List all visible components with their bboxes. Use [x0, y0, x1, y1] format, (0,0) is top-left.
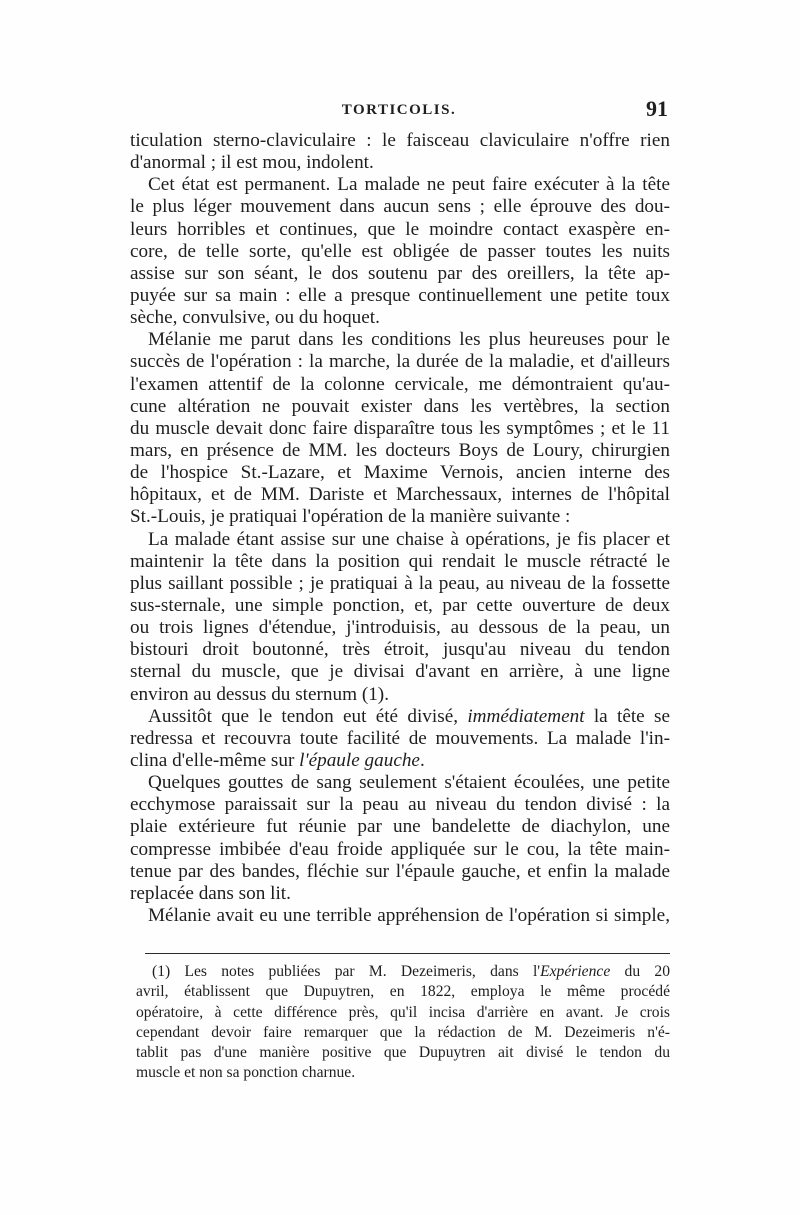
footnote-line: avril, établissent que Dupuytren, en 1822, employa le même procédé: [136, 983, 670, 1001]
footnote: [136, 962, 670, 1084]
text-line: cune altération ne pouvait exister dans les vertèbres, la section: [130, 395, 670, 417]
footnote-line: (1) Les notes publiées par M. Dezeimeris, dans l'Expérience du 20: [152, 963, 670, 980]
text-line: core, de telle sorte, qu'elle est obligée de passer toutes les nuits: [130, 240, 670, 262]
italic-phrase: immédiatement: [467, 705, 585, 727]
text-line: plaie extérieure fut réunie par une bandelette de diachylon, une: [130, 816, 670, 838]
italic-phrase: Expérience: [540, 963, 611, 980]
text-line: succès de l'opération : la marche, la durée de la maladie, et d'ailleurs: [130, 351, 670, 373]
text-line: sternal du muscle, que je divisai d'avant en arrière, à une ligne: [130, 661, 670, 683]
footnote-rule: [145, 953, 670, 954]
text-line: de l'hospice St.-Lazare, et Maxime Vernois, ancien interne des: [130, 462, 670, 484]
text-line: compresse imbibée d'eau froide appliquée sur le cou, la tête main-: [130, 838, 670, 860]
text-line: du muscle devait donc faire disparaître tous les symptômes ; et le 11: [130, 417, 670, 439]
text-line: le plus léger mouvement dans aucun sens ; elle éprouve des dou-: [130, 196, 670, 218]
text-line: ecchymose paraissait sur la peau au niveau du tendon divisé : la: [130, 794, 670, 816]
running-title: TORTICOLIS.: [341, 102, 457, 118]
text-line: Quelques gouttes de sang seulement s'étaient écoulées, une petite: [148, 772, 670, 794]
text-line: ticulation sterno-claviculaire : le faisceau claviculaire n'offre rien: [130, 130, 670, 151]
text-line: ou trois lignes d'étendue, j'introduisis, au dessous de la peau, un: [130, 617, 670, 639]
italic-phrase: l'épaule gauche: [299, 749, 420, 771]
footnote-line: cependant devoir faire remarquer que la rédaction de M. Dezeimeris n'é-: [136, 1023, 670, 1041]
text-line: hôpitaux, et de MM. Dariste et Marchessaux, internes de l'hôpital: [130, 484, 670, 506]
text-line: Mélanie me parut dans les conditions les plus heureuses pour le: [148, 329, 670, 351]
text-line: Cet état est permanent. La malade ne peut faire exécuter à la tête: [148, 174, 670, 196]
text-line: sèche, convulsive, ou du hoquet.: [130, 307, 380, 329]
text-line: clina d'elle-même sur l'épaule gauche.: [130, 749, 425, 771]
text-line: Mélanie avait eu une terrible appréhension de l'opération si simple,: [148, 904, 670, 926]
text-line: tenue par des bandes, fléchie sur l'épaule gauche, et enfin la malade: [130, 860, 670, 882]
text-line: St.-Louis, je pratiquai l'opération de la manière suivante :: [130, 506, 571, 528]
text-line: mars, en présence de MM. les docteurs Boys de Loury, chirurgien: [130, 439, 670, 461]
text-line: sus-sternale, une simple ponction, et, par cette ouverture de deux: [130, 594, 670, 616]
text-line: leurs horribles et continues, que le moindre contact exaspère en-: [130, 218, 670, 240]
text-line: puyée sur sa main : elle a presque continuellement une petite toux: [130, 284, 670, 306]
text-line: maintenir la tête dans la position qui rendait le muscle rétracté le: [130, 550, 670, 572]
text-line: redressa et recouvra toute facilité de mouvements. La malade l'in-: [130, 727, 670, 749]
text-line: plus saillant possible ; je pratiquai à la peau, au niveau de la fossette: [130, 572, 670, 594]
text-line: environ au dessus du sternum (1).: [130, 683, 389, 705]
text-line: bistouri droit boutonné, très étroit, jusqu'au niveau du tendon: [130, 639, 670, 661]
text-line: d'anormal ; il est mou, indolent.: [130, 152, 374, 174]
running-head: [130, 96, 668, 128]
text-line: replacée dans son lit.: [130, 882, 291, 904]
footnote-line: opératoire, à cette différence près, qu'il incisa d'arrière en avant. Je crois: [136, 1003, 670, 1021]
text-line: assise sur son séant, le dos soutenu par des oreillers, la tête ap-: [130, 262, 670, 284]
footnote-line: muscle et non sa ponction charnue.: [136, 1064, 356, 1082]
text-line: Aussitôt que le tendon eut été divisé, immédiatement la tête se: [148, 705, 670, 727]
footnote-line: tablit pas d'une manière positive que Dupuytren ait divisé le tendon du: [136, 1044, 670, 1062]
text-line: La malade étant assise sur une chaise à opérations, je fis placer et: [148, 528, 670, 550]
text-line: l'examen attentif de la colonne cervicale, me démontraient qu'au-: [130, 373, 670, 395]
page-number: 91: [646, 96, 668, 121]
body-text: [130, 130, 670, 927]
